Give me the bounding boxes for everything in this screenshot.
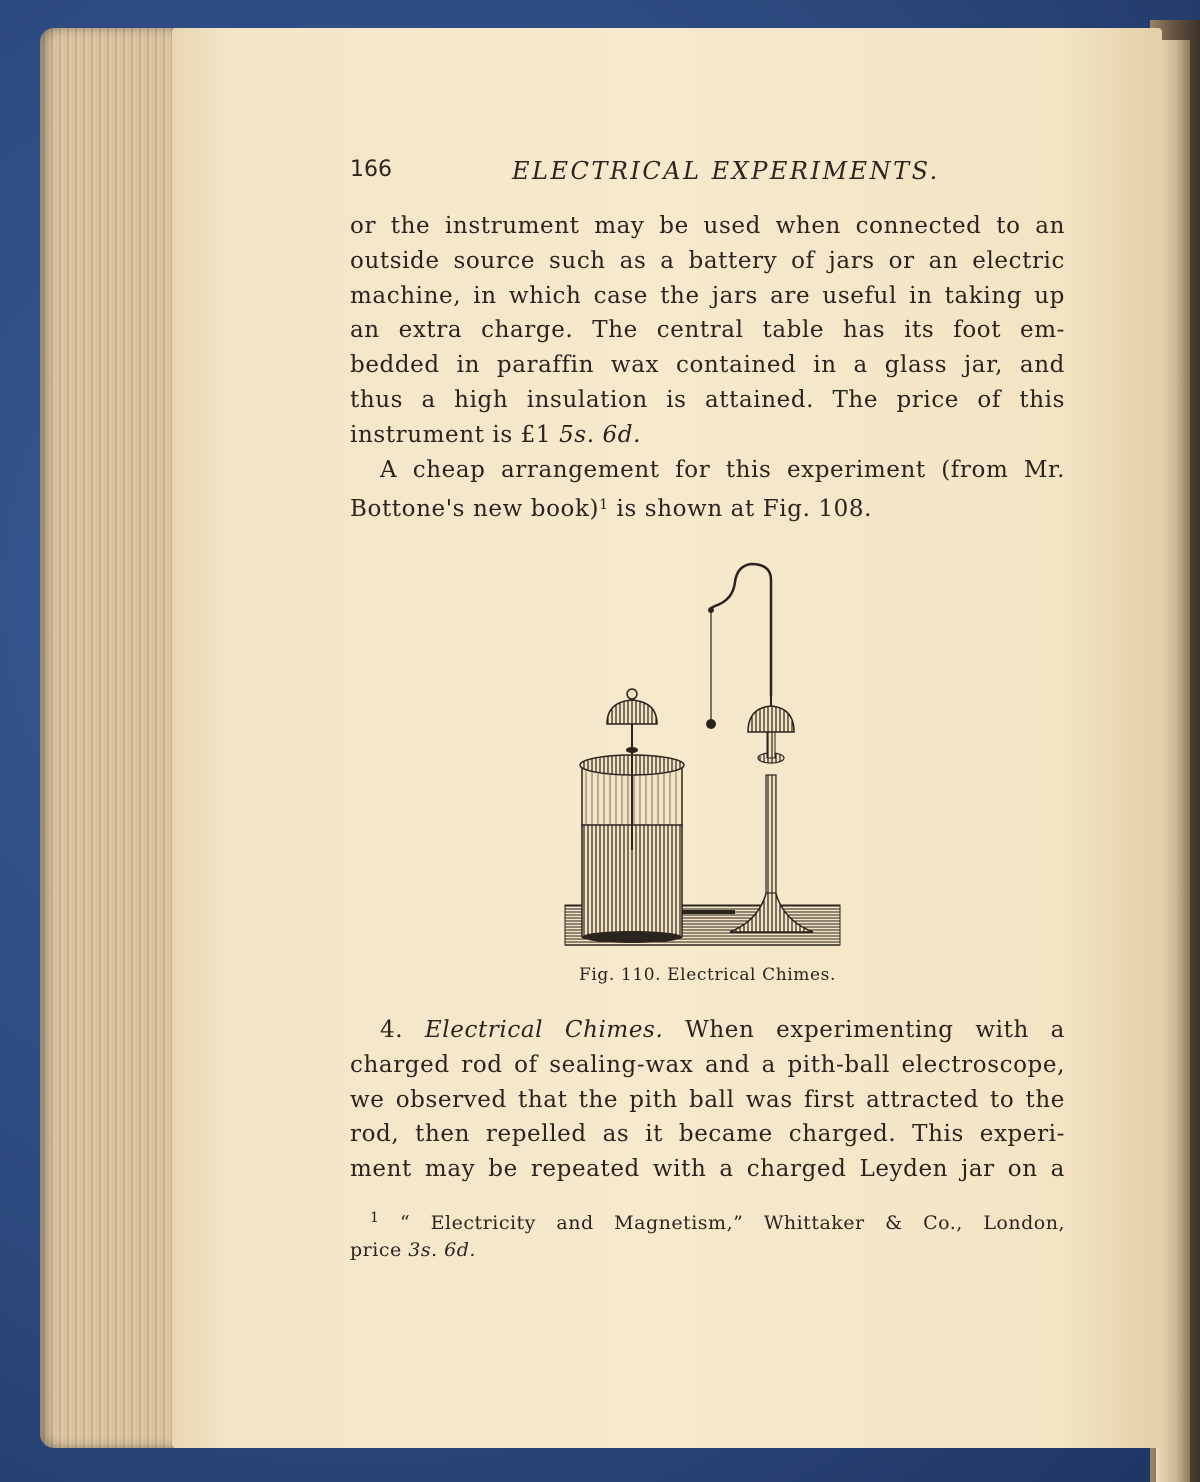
footnote-reference: 1 bbox=[599, 496, 609, 513]
text-segment: When experimenting with a bbox=[685, 1017, 1065, 1043]
text-segment: price bbox=[350, 1239, 409, 1261]
running-title: ELECTRICAL EXPERIMENTS. bbox=[512, 157, 940, 185]
section-number: 4. bbox=[380, 1017, 404, 1043]
price-text: instrument is £1 bbox=[350, 421, 560, 448]
text-line bbox=[350, 488, 1065, 527]
text-line: outside source such as a battery of jars or an electric bbox=[350, 247, 1065, 274]
paragraph-2 bbox=[350, 453, 1065, 527]
text-line: an extra charge. The central table has its foot em- bbox=[350, 317, 1065, 344]
pence: 6d. bbox=[437, 1239, 476, 1261]
text-line bbox=[350, 1205, 1065, 1237]
clapper-ball bbox=[706, 719, 716, 729]
hooked-rod bbox=[711, 564, 771, 696]
page-number: 166 bbox=[350, 157, 392, 182]
text-line: ment may be repeated with a charged Leyden jar on a bbox=[350, 1156, 1065, 1183]
footnote-text: “ Electricity and Magnetism,” Whittaker & Co., London, bbox=[399, 1212, 1065, 1234]
text-line bbox=[350, 1013, 1065, 1048]
text-line: rod, then repelled as it became charged. This experi- bbox=[350, 1121, 1065, 1148]
text-segment: is shown at Fig. 108. bbox=[608, 495, 873, 522]
footnote bbox=[350, 1205, 1065, 1264]
text-line: machine, in which case the jars are useful in taking up bbox=[350, 282, 1065, 309]
footnote-marker: 1 bbox=[370, 1210, 380, 1226]
figure-caption: Fig. 110. Electrical Chimes. bbox=[579, 965, 836, 985]
right-bell bbox=[748, 706, 794, 732]
electrical-chimes-illustration bbox=[555, 560, 850, 955]
shillings: 3s. bbox=[408, 1239, 438, 1261]
paragraph-3 bbox=[350, 1013, 1065, 1187]
text-line bbox=[350, 1237, 1065, 1264]
left-bell bbox=[607, 700, 657, 724]
text-line bbox=[350, 418, 1065, 453]
text-segment: Bottone's new book) bbox=[350, 495, 600, 522]
text-line: bedded in paraffin wax contained in a glass jar, and bbox=[350, 352, 1065, 379]
paragraph-1 bbox=[350, 209, 1065, 453]
text-line: or the instrument may be used when connected to an bbox=[350, 213, 1065, 239]
shillings: 5s. bbox=[559, 421, 595, 448]
text-line: thus a high insulation is attained. The price of this bbox=[350, 386, 1065, 413]
pence: 6d. bbox=[594, 421, 642, 448]
stand-pillar bbox=[766, 775, 776, 893]
text-line: charged rod of sealing-wax and a pith-ball electroscope, bbox=[350, 1051, 1065, 1078]
text-line: we observed that the pith ball was first attracted to the bbox=[350, 1086, 1065, 1113]
text-line: A cheap arrangement for this experiment (from Mr. bbox=[380, 457, 1065, 483]
section-heading: Electrical Chimes. bbox=[424, 1017, 664, 1043]
